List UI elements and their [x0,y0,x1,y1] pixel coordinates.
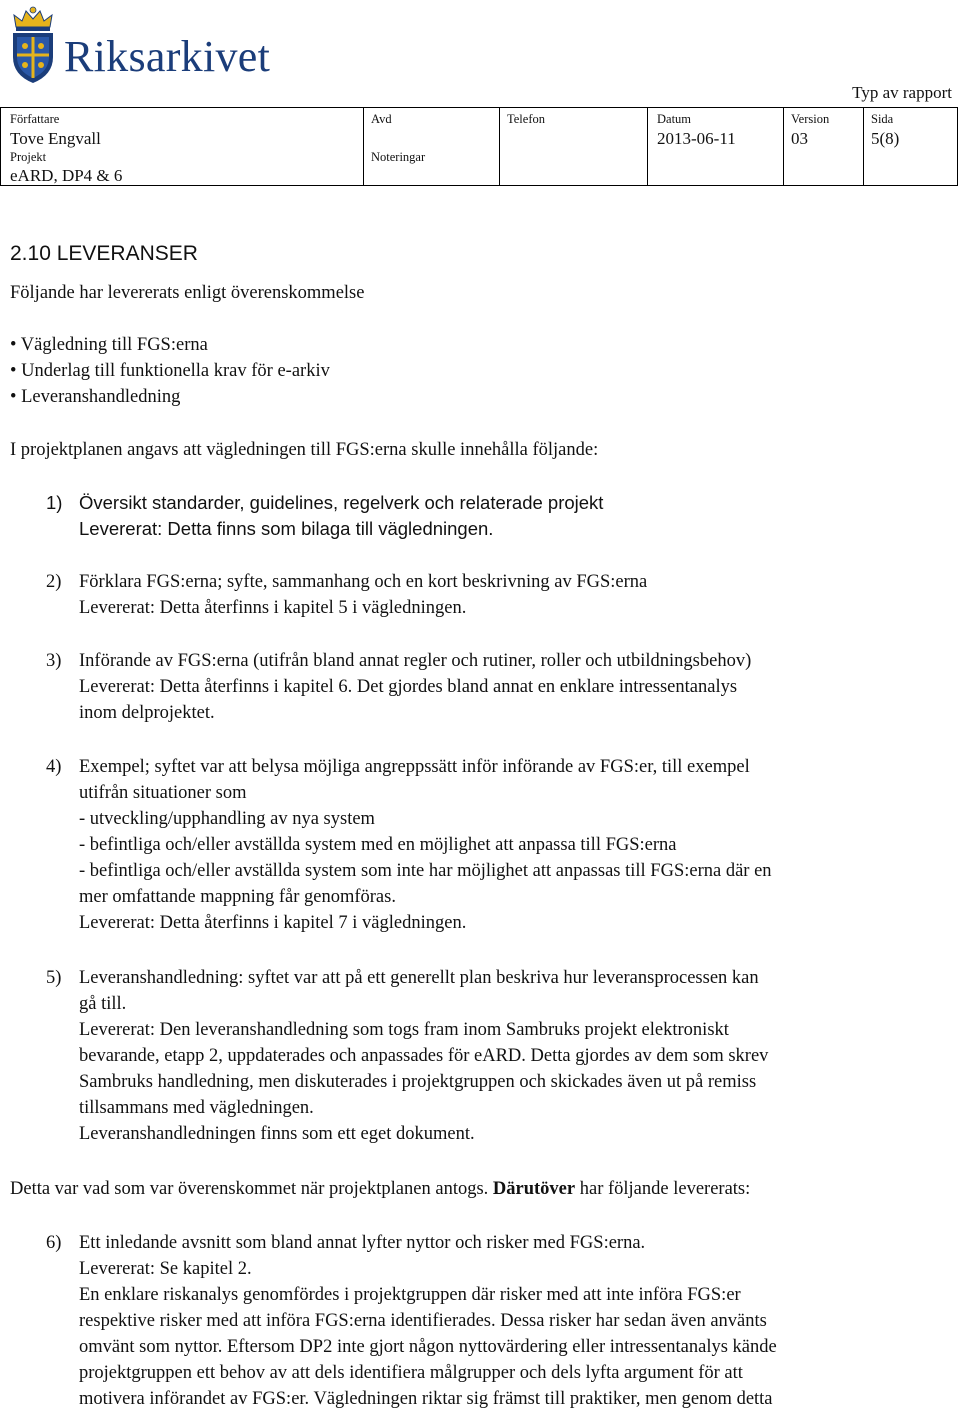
list-item-line: Levererat: Den leveranshandledning som togs fram inom Sambruks projekt elektroniskt [79,1020,729,1040]
list-number: 4) [46,757,62,777]
list-item-line: Översikt standarder, guidelines, regelverk och relaterade projekt [79,492,604,513]
list-item-line: - utveckling/upphandling av nya system [79,809,375,829]
list-item-line: utifrån situationer som [79,783,247,803]
list-item-line: respektive risker med att införa FGS:erna identifierades. Dessa risker har sedan även använts [79,1311,767,1331]
list-item-line: omvänt som nyttor. Eftersom DP2 inte gjort någon nyttovärdering eller intressentanalys kände [79,1337,777,1357]
summary-emphasis: Därutöver [492,1179,576,1199]
plan-intro-paragraph: I projektplanen angavs att vägledningen till FGS:erna skulle innehålla följande: [10,440,599,460]
list-item-line: Leveranshandledningen finns som ett eget dokument. [79,1124,475,1144]
list-item-line: gå till. [79,994,127,1014]
summary-paragraph: Detta var vad som var överenskommet när projektplanen antogs. Därutöver har följande levererats: [10,1179,751,1199]
page-label: Sida [871,112,894,126]
bullet-item: • Vägledning till FGS:erna [10,335,208,355]
list-item-line: motivera införandet av FGS:er. Vägledningen riktar sig främst till praktiker, men genom detta [79,1389,773,1409]
section-heading: 2.10 LEVERANSER [10,242,198,265]
crown-crest-icon [8,5,58,85]
list-item-line: inom delprojektet. [79,703,215,723]
list-item-line: Förklara FGS:erna; syfte, sammanhang och en kort beskrivning av FGS:erna [79,572,648,592]
project-label: Projekt [10,150,47,164]
list-item-line: Sambruks handledning, men diskuterades i projektgruppen och skickades även ut på remiss [79,1072,757,1092]
list-item-line: - befintliga och/eller avställda system med en möjlighet att anpassa till FGS:erna [79,835,677,855]
list-item-line: Leveranshandledning: syftet var att på ett generellt plan beskriva hur leveransprocessen kan [79,968,759,988]
author-value: Tove Engvall [10,129,101,148]
list-item-line: tillsammans med vägledningen. [79,1098,314,1118]
list-item-line: bevarande, etapp 2, uppdaterades och anpassades för eARD. Detta gjordes av dem som skrev [79,1046,769,1066]
list-number: 2) [46,572,62,592]
phone-label: Telefon [507,112,545,126]
date-value: 2013-06-11 [657,129,736,148]
list-number: 6) [46,1233,62,1253]
list-item-line: Ett inledande avsnitt som bland annat lyfter nyttor och risker med FGS:erna. [79,1233,646,1253]
list-item-line: En enklare riskanalys genomfördes i projektgruppen där risker med att inte införa FGS:er [79,1285,741,1305]
brand-name: Riksarkivet [64,32,271,81]
date-label: Datum [657,112,692,126]
notes-label: Noteringar [371,150,426,164]
list-item-line: - befintliga och/eller avställda system som inte har möjlighet att anpassas till FGS:erna där en [79,861,772,881]
list-item-line: Levererat: Detta återfinns i kapitel 7 i vägledningen. [79,913,467,933]
bullet-item: • Leveranshandledning [10,387,181,407]
version-label: Version [791,112,830,126]
bullet-item: • Underlag till funktionella krav för e-arkiv [10,361,330,381]
list-item-line: Levererat: Detta återfinns i kapitel 5 i vägledningen. [79,598,467,618]
report-type: Typ av rapport [852,83,952,102]
author-label: Författare [10,112,60,126]
project-value: eARD, DP4 & 6 [10,166,123,185]
list-number: 5) [46,968,62,988]
page-value: 5(8) [871,129,900,148]
dept-label: Avd [371,112,392,126]
list-item-line: projektgruppen ett behov av att dels identifiera målgrupper och dels lyfta argument för att [79,1363,743,1383]
list-item-line: Exempel; syftet var att belysa möjliga angreppssätt inför införande av FGS:er, till exempel [79,757,750,777]
intro-paragraph: Följande har levererats enligt överenskommelse [10,283,365,303]
list-item-line: Införande av FGS:erna (utifrån bland annat regler och rutiner, roller och utbildningsbehov) [79,651,752,671]
list-number: 1) [46,492,63,513]
document-header-table [0,107,958,186]
list-item-line: Levererat: Se kapitel 2. [79,1259,252,1279]
list-item-line: Levererat: Detta återfinns i kapitel 6. Det gjordes bland annat en enklare intressentanalys [79,677,738,697]
list-item-line: mer omfattande mappning får genomföras. [79,887,396,907]
list-item-line: Levererat: Detta finns som bilaga till vägledningen. [79,518,494,539]
version-value: 03 [791,129,808,148]
list-number: 3) [46,651,62,671]
